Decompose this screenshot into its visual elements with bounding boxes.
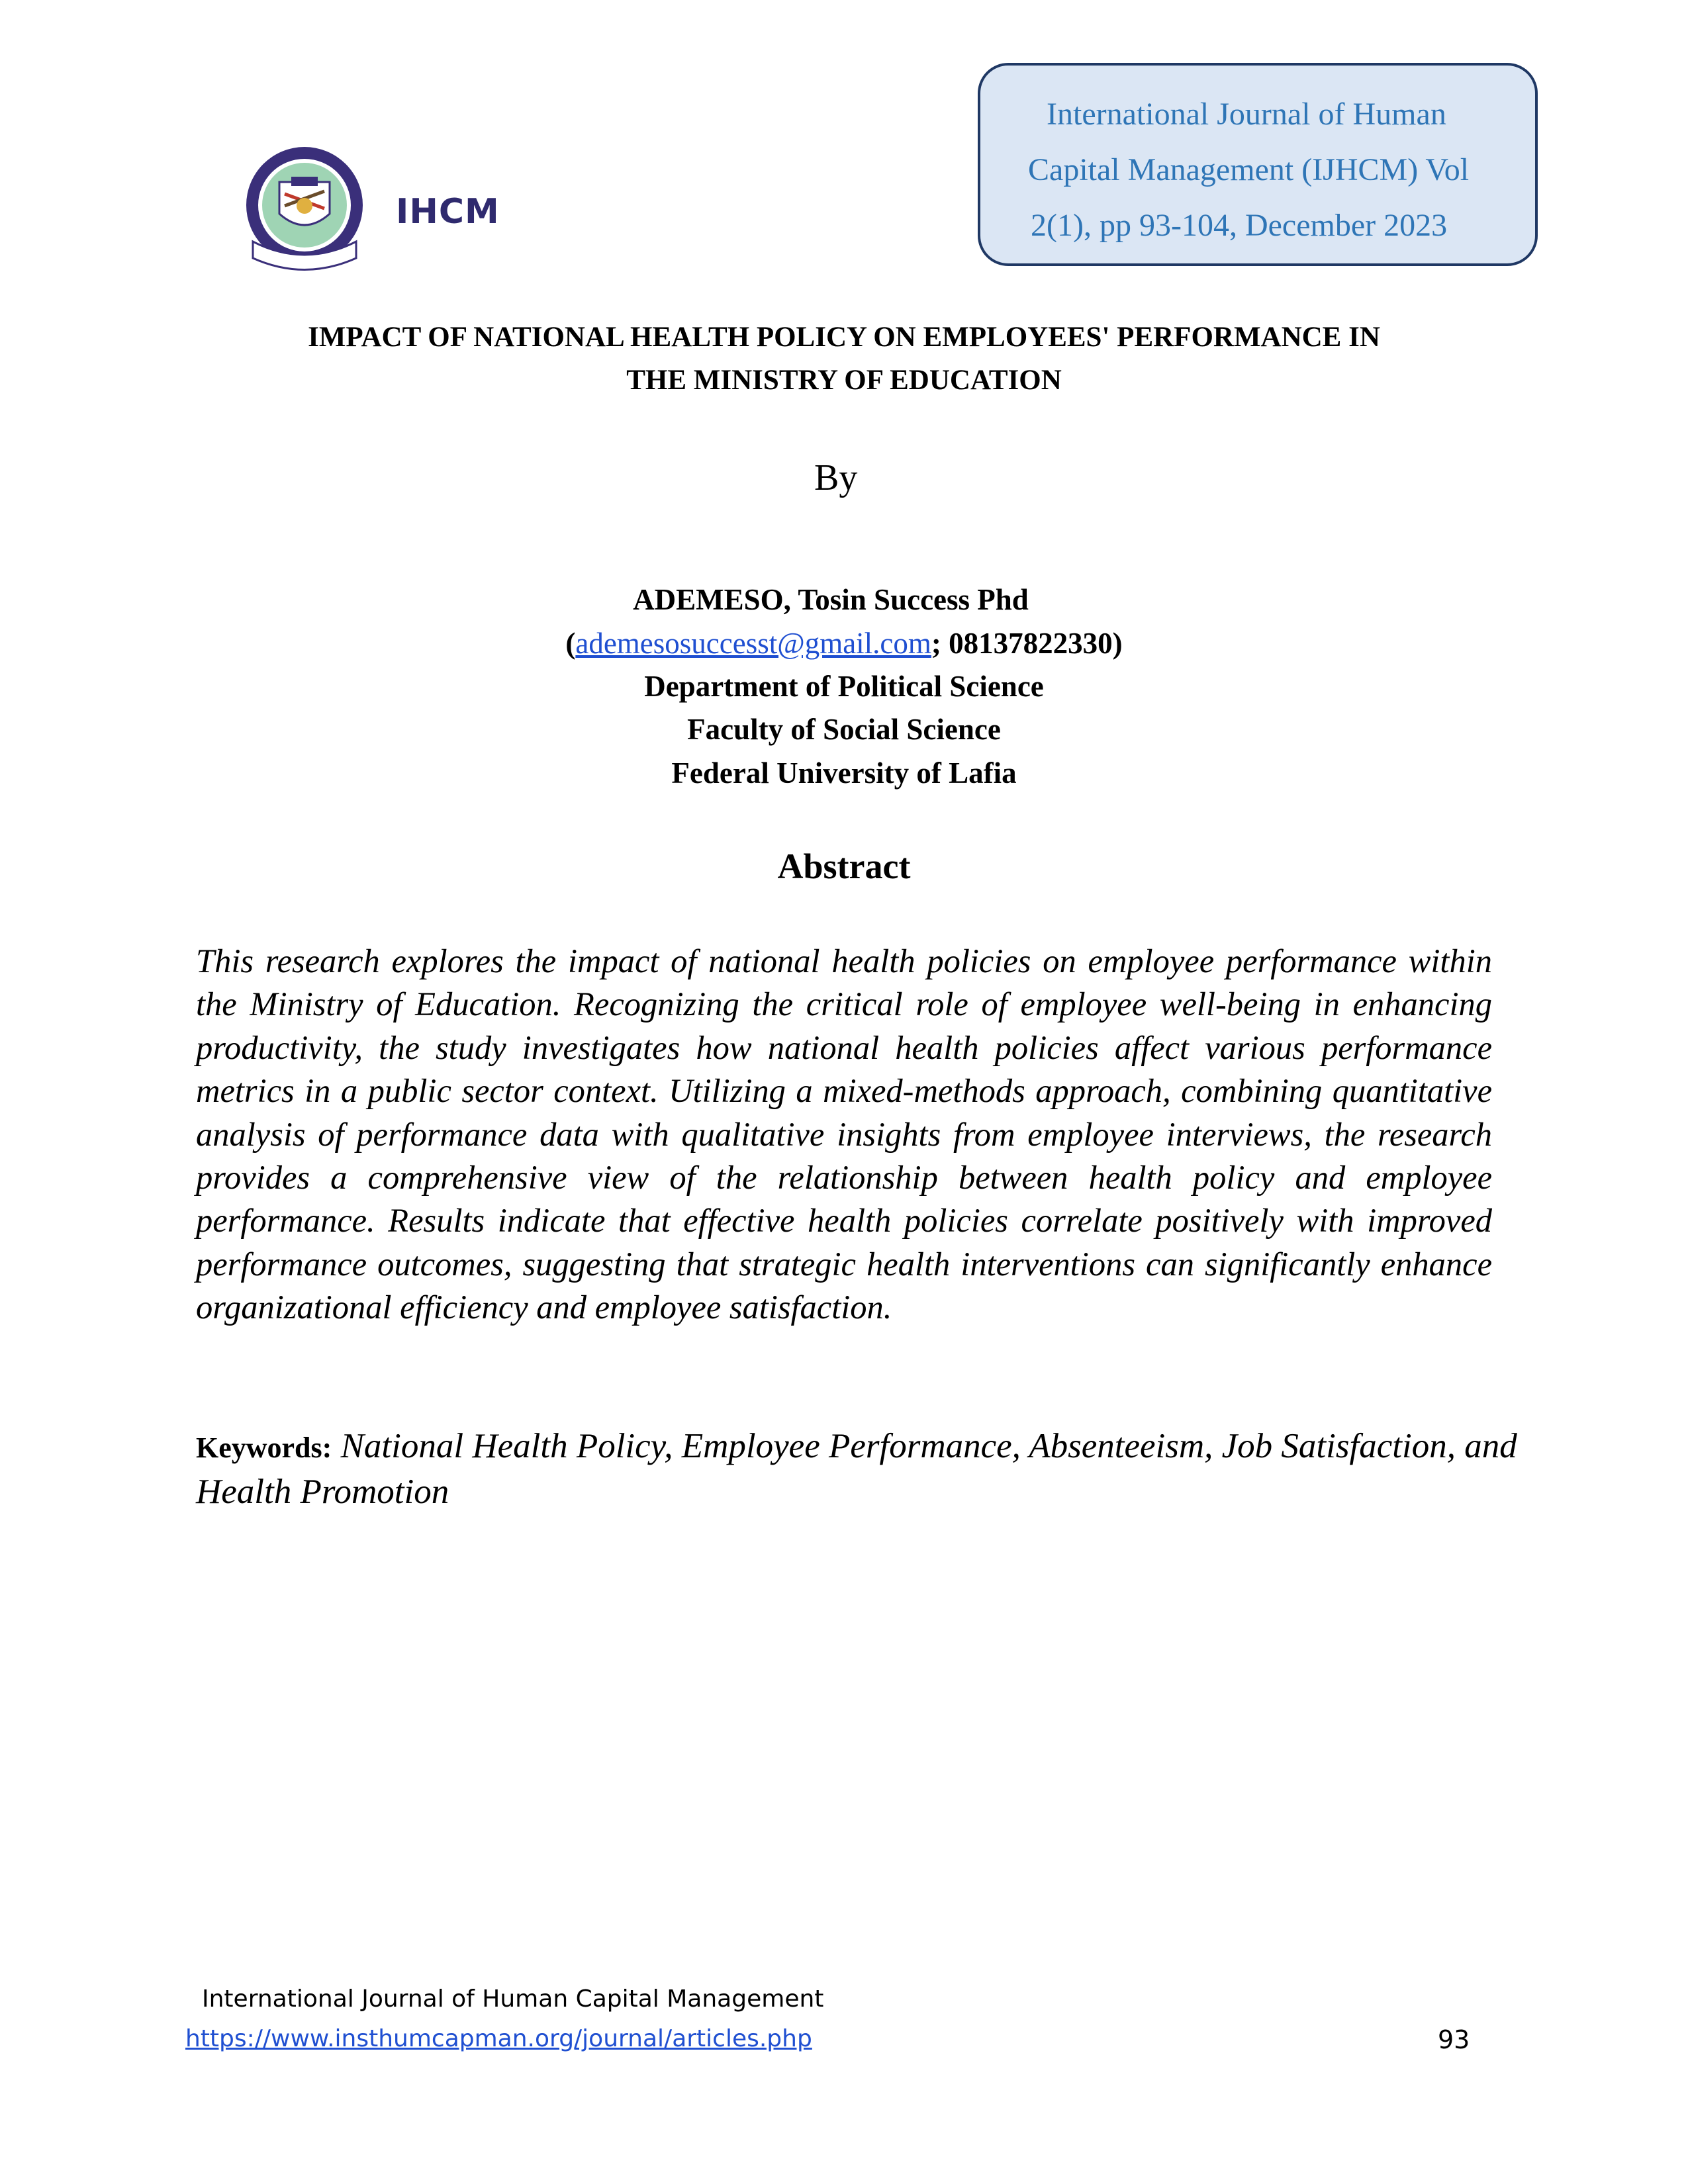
journal-info-box [978, 63, 1538, 266]
keywords-text: National Health Policy, Employee Performance, Absenteeism, Job Satisfaction, and Health Promotion [196, 1427, 1517, 1511]
journal-info-line-1: International Journal of Human [1047, 97, 1446, 132]
ihcm-logo-emblem [238, 142, 371, 281]
author-university: Federal University of Lafia [671, 756, 1017, 790]
by-label: By [814, 457, 858, 498]
author-contact [132, 626, 1556, 660]
keywords-block [196, 1424, 1573, 1514]
footer-url-link[interactable]: https://www.insthumcapman.org/journal/articles.php [185, 2025, 812, 2052]
contact-open-paren: ( [565, 627, 576, 660]
author-faculty: Faculty of Social Science [687, 713, 1001, 746]
journal-info-line-3: 2(1), pp 93-104, December 2023 [1031, 208, 1448, 243]
abstract-body: This research explores the impact of national health policies on employee performance within the Ministry of Education. Recognizing the critical role of employee well-being in enhancing productivity, the study investigates how national health policies affect various performance metrics in a public sector context. Utilizing a mixed-methods approach, combining quantitative analysis of performance data with qualitative insights from employee interviews, the research provides a comprehensive view of the relationship between health policy and employee performance. Results indicate that effective health policies correlate positively with improved performance outcomes, suggesting that strategic health interventions can significantly enhance organizational efficiency and employee satisfaction. [196, 942, 1492, 1326]
author-name: ADEMESO, Tosin Success Phd [633, 583, 1029, 616]
page-number: 93 [1438, 2025, 1470, 2054]
logo-text: IHCM [396, 192, 500, 232]
keywords-label: Keywords: [196, 1432, 332, 1464]
journal-info-line-2: Capital Management (IJHCM) Vol [1028, 152, 1470, 187]
author-phone: ; 08137822330) [931, 627, 1123, 660]
abstract-heading: Abstract [777, 846, 911, 886]
author-email-link[interactable]: ademesosuccesst@gmail.com [575, 627, 931, 660]
author-department: Department of Political Science [644, 670, 1044, 703]
paper-title-line-2: THE MINISTRY OF EDUCATION [626, 365, 1062, 396]
paper-title-line-1: IMPACT OF NATIONAL HEALTH POLICY ON EMPLOYEES' PERFORMANCE IN [308, 322, 1380, 353]
footer-journal-name: International Journal of Human Capital Management [202, 1985, 824, 2013]
